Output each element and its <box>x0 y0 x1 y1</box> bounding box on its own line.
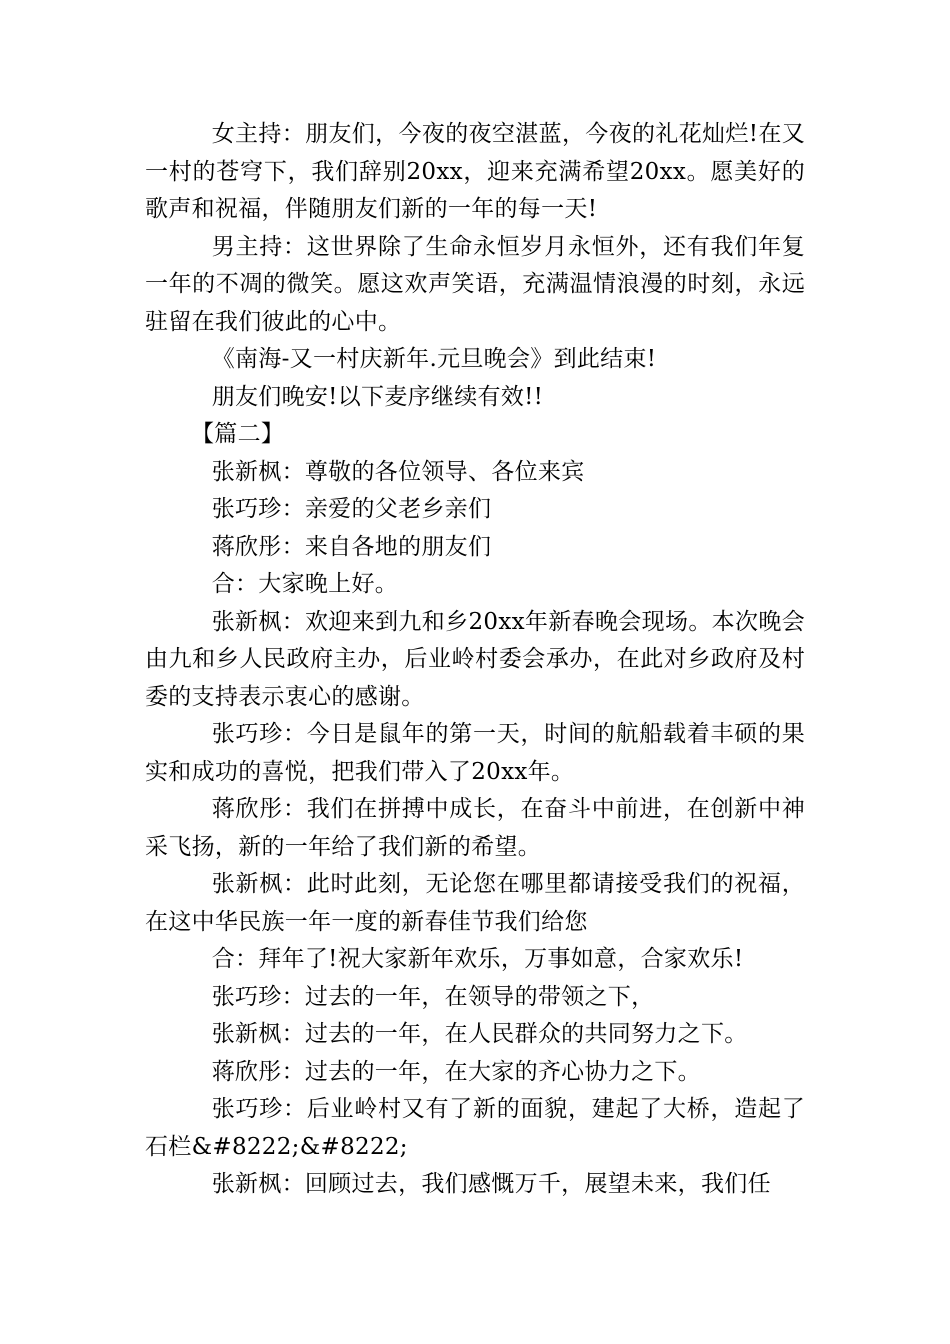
paragraph-line: 蒋欣彤：过去的一年，在大家的齐心协力之下。 <box>211 1058 701 1085</box>
paragraph-line: 张巧珍：亲爱的父老乡亲们 <box>211 496 492 522</box>
paragraph-line: 合：大家晚上好。 <box>211 571 399 597</box>
paragraph-line: 蒋欣彤：来自各地的朋友们 <box>211 533 492 560</box>
paragraph-line: 张巧珍：后业岭村又有了新的面貌，建起了大桥，造起了石栏&#8222;&#8222; <box>145 1096 805 1160</box>
paragraph-line: 张巧珍：今日是鼠年的第一天，时间的航船载着丰硕的果实和成功的喜悦，把我们带入了20xx年。 <box>145 721 805 785</box>
paragraph-line: 蒋欣彤：我们在拼搏中成长，在奋斗中前进，在创新中神采飞扬，新的一年给了我们新的希望。 <box>145 796 805 860</box>
paragraph-line: 张新枫：欢迎来到九和乡20xx年新春晚会现场。本次晚会由九和乡人民政府主办，后业岭村委会承办，在此对乡政府及村委的支持表示衷心的感谢。 <box>145 608 805 710</box>
paragraph-line: 张新枫：尊敬的各位领导、各位来宾 <box>211 458 585 485</box>
paragraph-line: 张新枫：此时此刻，无论您在哪里都请接受我们的祝福，在这中华民族一年一度的新春佳节我们给您 <box>145 871 805 935</box>
paragraph-goodnight: 朋友们晚安!以下麦序继续有效!! <box>211 383 544 410</box>
paragraph-line: 合：拜年了!祝大家新年欢乐，万事如意，合家欢乐! <box>211 946 744 972</box>
paragraph-female-host: 女主持：朋友们，今夜的夜空湛蓝，今夜的礼花灿烂!在又一村的苍穹下，我们辞别20xx，迎来充满希望20xx。愿美好的歌声和祝福，伴随朋友们新的一年的每一天! <box>145 121 805 222</box>
paragraph-closing: 《南海-又一村庆新年.元旦晚会》到此结束! <box>211 346 657 372</box>
paragraph-male-host: 男主持：这世界除了生命永恒岁月永恒外，还有我们年复一年的不凋的微笑。愿这欢声笑语，充满温情浪漫的时刻，永远驻留在我们彼此的心中。 <box>145 233 805 335</box>
document-body <box>145 116 805 1204</box>
section-heading: 【篇二】 <box>191 421 285 447</box>
paragraph-line: 张新枫：回顾过去，我们感慨万千，展望未来，我们任 <box>211 1171 771 1197</box>
paragraph-line: 张新枫：过去的一年，在人民群众的共同努力之下。 <box>211 1021 748 1047</box>
paragraph-line: 张巧珍：过去的一年，在领导的带领之下， <box>211 983 655 1010</box>
